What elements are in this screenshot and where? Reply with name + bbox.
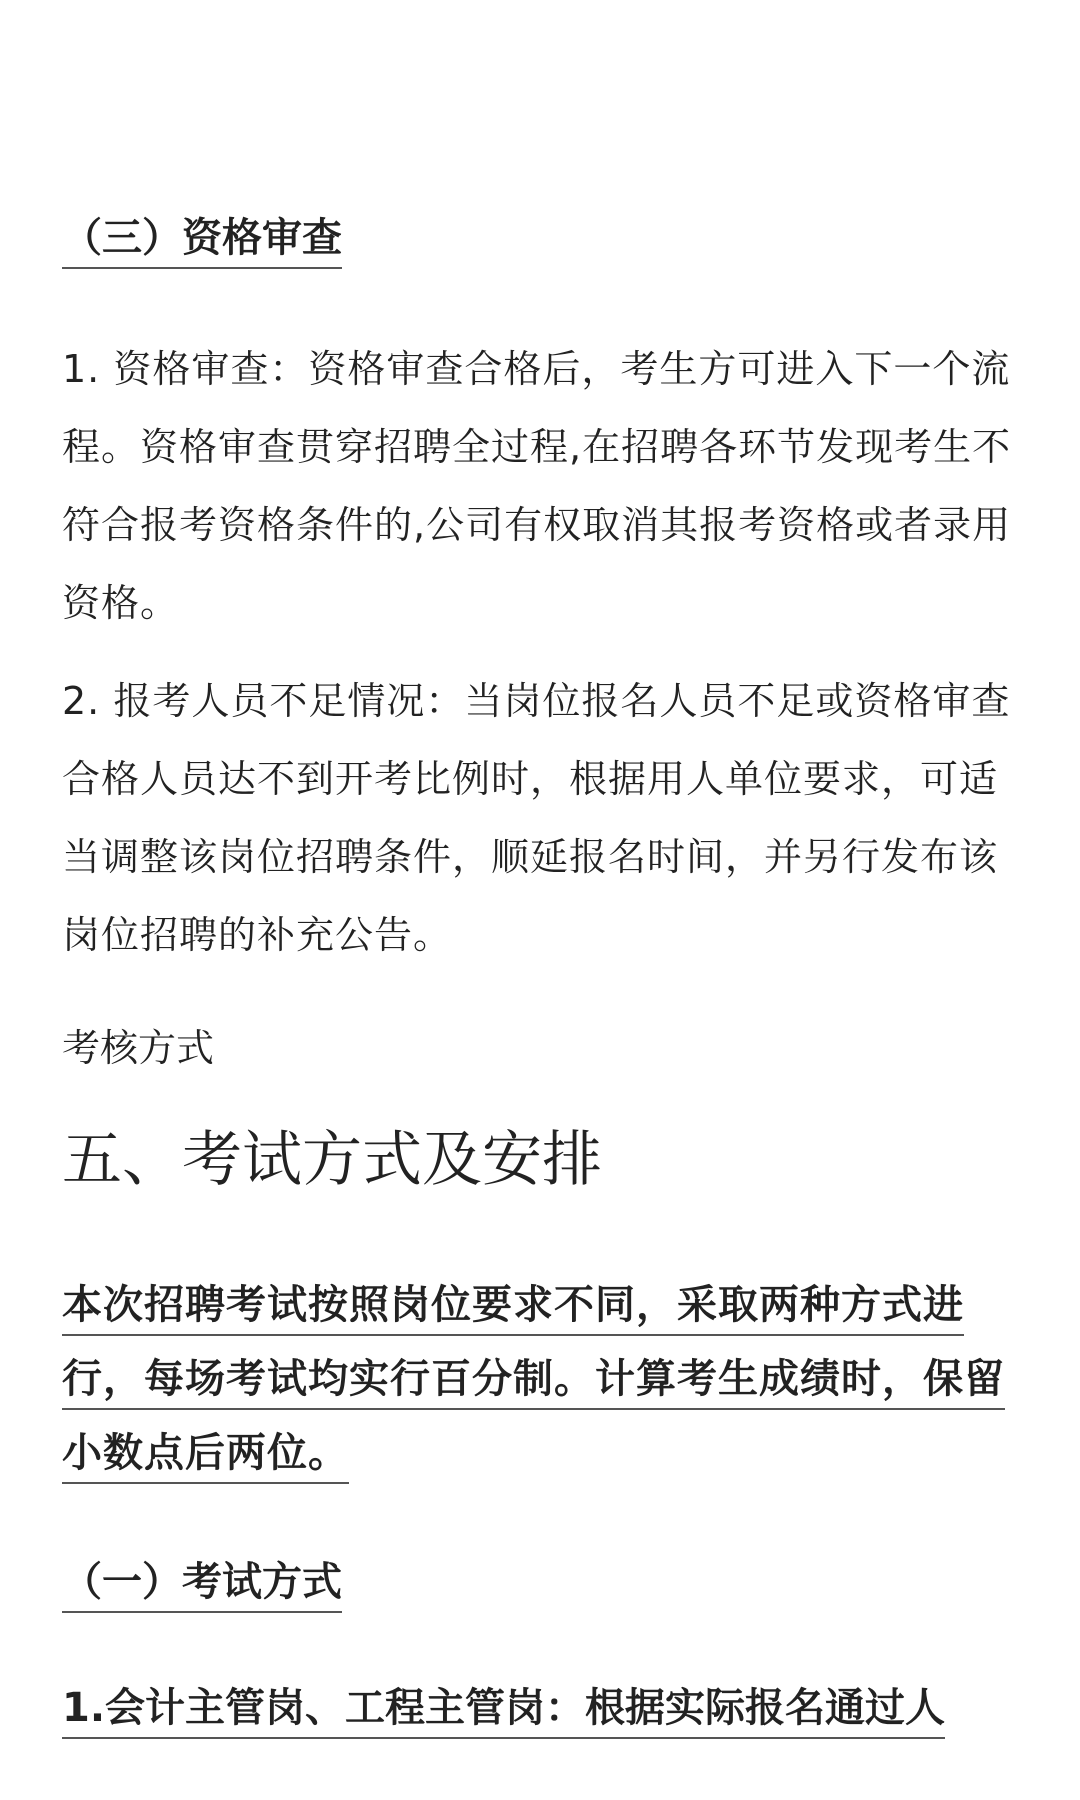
exam-method-heading xyxy=(62,1552,1028,1612)
qualification-paragraph-1: 1. 资格审查：资格审查合格后，考生方可进入下一个流程。资格审查贯穿招聘全过程,在招聘各环节发现考生不符合报考资格条件的,公司有权取消其报考资格或者录用资格。 xyxy=(62,347,1012,625)
section-5-title: 五、考试方式及安排 xyxy=(62,1125,602,1195)
exam-item-1 xyxy=(62,1678,1028,1738)
assessment-label: 考核方式 xyxy=(62,1026,215,1070)
section-5-intro xyxy=(62,1268,1028,1490)
qualification-heading xyxy=(62,208,1028,268)
exam-item-1-text: 1.会计主管岗、工程主管岗：根据实际报名通过人 xyxy=(62,1685,945,1739)
section-5-intro-text: 本次招聘考试按照岗位要求不同，采取两种方式进行，每场考试均实行百分制。计算考生成绩时，保留小数点后两位。 xyxy=(62,1282,1005,1484)
exam-method-heading-text: （一）考试方式 xyxy=(62,1559,342,1613)
qualification-heading-text: （三）资格审查 xyxy=(62,215,342,269)
qualification-paragraph-2: 2. 报考人员不足情况：当岗位报名人员不足或资格审查合格人员达不到开考比例时，根据用人单位要求，可适当调整该岗位招聘条件，顺延报名时间，并另行发布该岗位招聘的补充公告。 xyxy=(62,679,1011,957)
